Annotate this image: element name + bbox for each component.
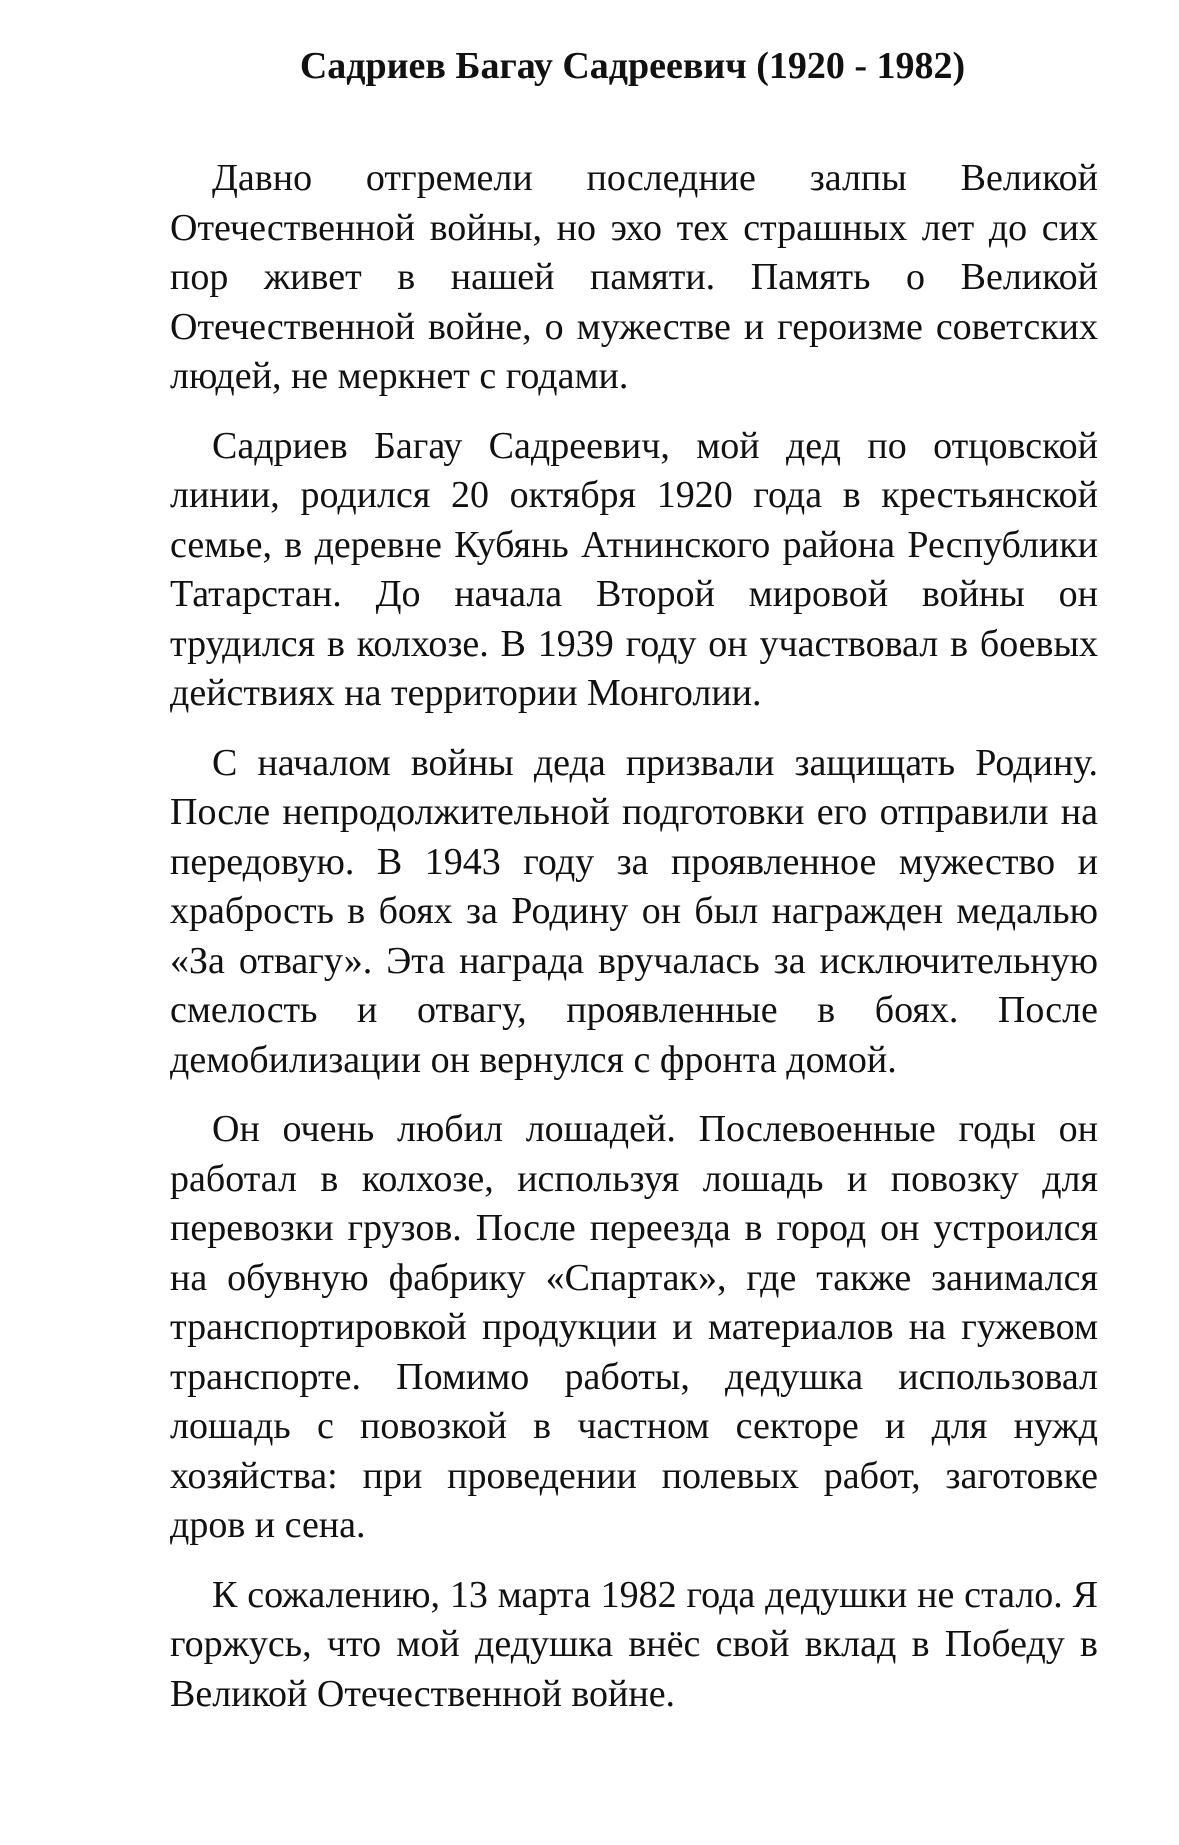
document-title: Садриев Багау Садреевич (1920 - 1982) <box>299 45 966 87</box>
paragraph-conclusion: К сожалению, 13 марта 1982 года дедушки не стало. Я горжусь, что мой дедушка внёс свой вклад в Победу в Великой Отечественной войне. <box>170 1573 1098 1715</box>
document-body <box>170 154 1098 1739</box>
paragraph-intro: Давно отгремели последние залпы Великой Отечественной войны, но эхо тех страшных лет до сих пор живет в нашей памяти. Память о Великой Отечественной войне, о мужестве и героизме советских людей, не меркнет с годами. <box>170 157 1098 397</box>
paragraph-war-service: С началом войны деда призвали защищать Родину. После непродолжительной подготовки его отправили на передовую. В 1943 году за проявленное мужество и храбрость в боях за Родину он был награжден медалью «За отвагу». Эта награда вручалась за исключительную смелость и отвагу, проявленные в боях. После демобилизации он вернулся с фронта домой. <box>170 741 1098 1081</box>
paragraph-biography: Садриев Багау Садреевич, мой дед по отцовской линии, родился 20 октября 1920 года в крестьянской семье, в деревне Кубянь Атнинского района Республики Татарстан. До начала Второй мировой войны он трудился в колхозе. В 1939 году он участвовал в боевых действиях на территории Монголии. <box>170 424 1098 714</box>
paragraph-postwar-life: Он очень любил лошадей. Послевоенные годы он работал в колхозе, используя лошадь и повозку для перевозки грузов. После переезда в город он устроился на обувную фабрику «Спартак», где также занимался транспортировкой продукции и материалов на гужевом транспорте. Помимо работы, дедушка использовал лошадь с повозкой в частном секторе и для нужд хозяйства: при проведении полевых работ, заготовке дров и сена. <box>170 1108 1098 1546</box>
